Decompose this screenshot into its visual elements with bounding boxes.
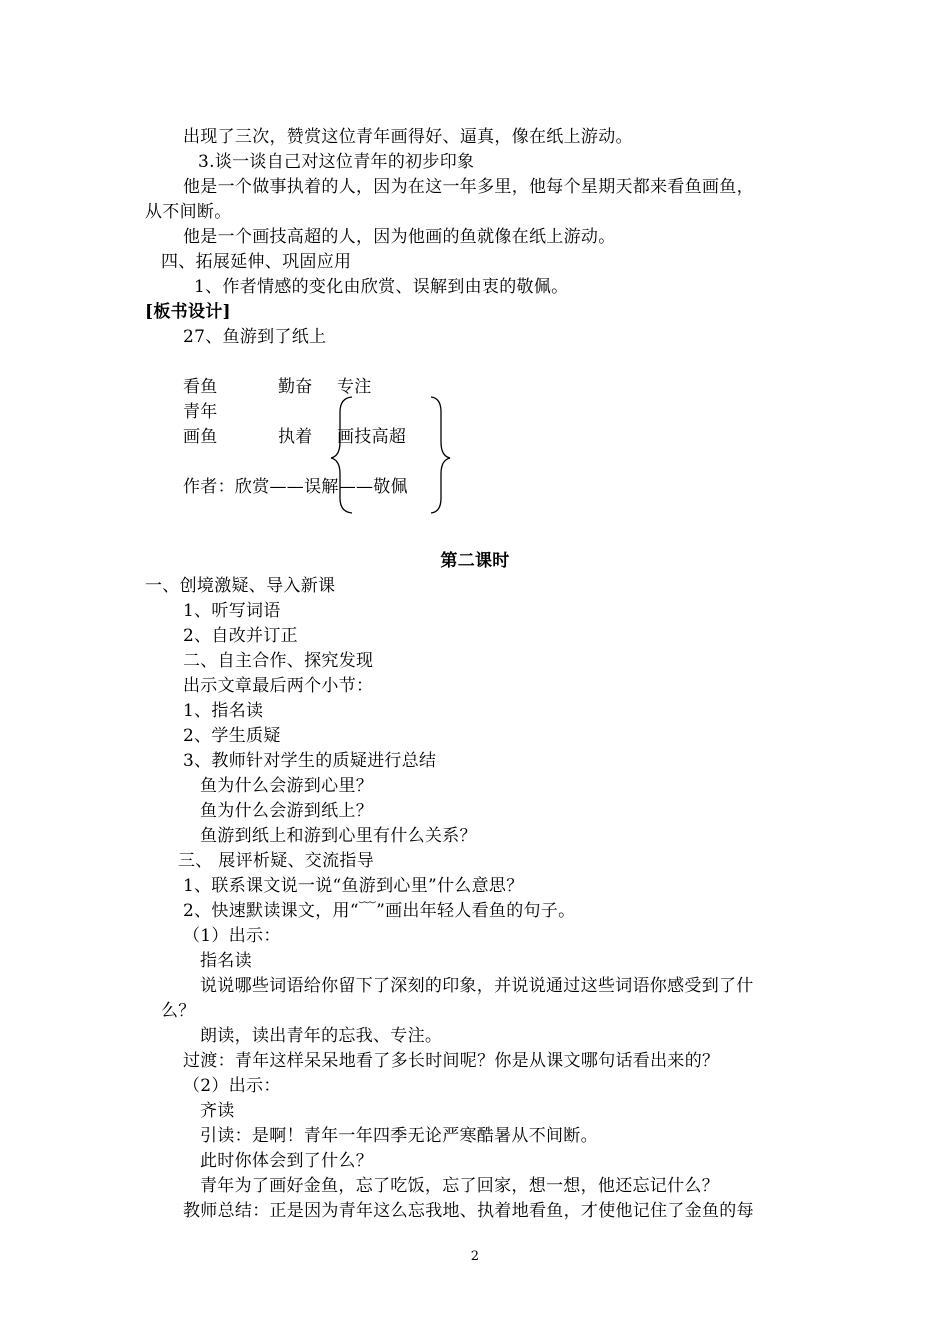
text-line: 此时你体会到了什么？ <box>200 1151 373 1171</box>
text-line: 么？ <box>161 1001 196 1021</box>
board-qing-nian: 青年 <box>183 402 218 422</box>
section-heading: 三、 展评析疑、交流指导 <box>178 851 375 871</box>
text-line: 朗读，读出青年的忘我、专注。 <box>200 1026 443 1046</box>
board-zhuan-zhu: 专注 <box>337 377 372 397</box>
section-title: 第二课时 <box>440 551 510 571</box>
text-line: 出示文章最后两个小节： <box>183 676 374 696</box>
text-line: 青年为了画好金鱼，忘了吃饭，忘了回家，想一想，他还忘记什么？ <box>200 1176 719 1196</box>
text-line: 2、学生质疑 <box>183 726 281 746</box>
board-author-line: 作者：欣赏——误解——敬佩 <box>183 477 408 497</box>
board-zhi-zhuo: 执着 <box>278 427 313 447</box>
text-line: 齐读 <box>200 1101 235 1121</box>
text-line: 3.谈一谈自己对这位青年的初步印象 <box>198 152 475 172</box>
text-line: 鱼为什么会游到心里？ <box>200 776 373 796</box>
text-line: 过渡：青年这样呆呆地看了多长时间呢？你是从课文哪句话看出来的？ <box>183 1051 720 1071</box>
section-heading: 四、拓展延伸、巩固应用 <box>161 252 352 272</box>
board-hua-yu: 画鱼 <box>183 427 218 447</box>
section-heading: 一、创境激疑、导入新课 <box>145 576 336 596</box>
text-line: 他是一个画技高超的人，因为他画的鱼就像在纸上游动。 <box>183 227 616 247</box>
board-qin-fen: 勤奋 <box>278 377 313 397</box>
board-kan-yu: 看鱼 <box>183 377 218 397</box>
text-line: 说说哪些词语给你留下了深刻的印象，并说说通过这些词语你感受到了什 <box>200 976 754 996</box>
board-design-heading: [板书设计] <box>145 302 231 322</box>
board-hua-ji: 画技高超 <box>337 427 407 447</box>
text-line: 3、教师针对学生的质疑进行总结 <box>183 751 437 771</box>
right-brace <box>431 397 450 513</box>
text-line: （2）出示： <box>183 1076 281 1096</box>
text-line: 1、作者情感的变化由欣赏、误解到由衷的敬佩。 <box>194 277 569 297</box>
page-number: 2 <box>470 1249 480 1264</box>
board-title: 27、鱼游到了纸上 <box>183 327 327 347</box>
text-line: 出现了三次，赞赏这位青年画得好、逼真，像在纸上游动。 <box>183 127 633 147</box>
text-line: 1、联系课文说一说“鱼游到心里”什么意思？ <box>183 876 524 896</box>
text-line: 指名读 <box>200 951 252 971</box>
text-line: 1、听写词语 <box>183 601 281 621</box>
text-line: 他是一个做事执着的人，因为在这一年多里，他每个星期天都来看鱼画鱼， <box>183 177 754 197</box>
text-line: 从不间断。 <box>145 202 232 222</box>
text-line: 鱼游到纸上和游到心里有什么关系？ <box>200 826 477 846</box>
text-line: （1）出示： <box>183 926 281 946</box>
text-line: 2、快速默读课文，用“﹋”画出年轻人看鱼的句子。 <box>183 901 576 921</box>
text-line: 鱼为什么会游到纸上？ <box>200 801 373 821</box>
text-line: 1、指名读 <box>183 701 264 721</box>
text-line: 2、自改并订正 <box>183 626 298 646</box>
section-heading: 二、自主合作、探究发现 <box>183 651 374 671</box>
text-line: 引读：是啊！青年一年四季无论严寒酷暑从不间断。 <box>200 1126 598 1146</box>
left-brace <box>331 397 352 513</box>
text-line: 教师总结：正是因为青年这么忘我地、执着地看鱼，才使他记住了金鱼的每 <box>183 1201 754 1221</box>
